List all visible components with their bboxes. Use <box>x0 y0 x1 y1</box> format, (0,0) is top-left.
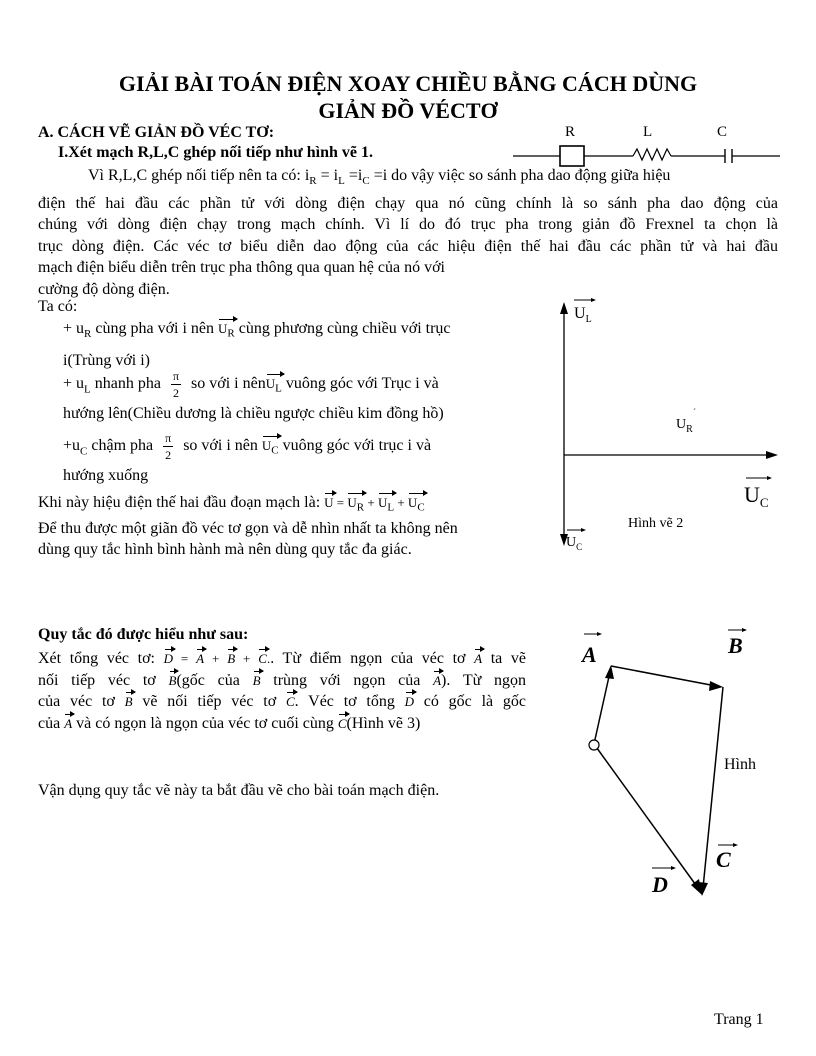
section-1-heading: I.Xét mạch R,L,C ghép nối tiếp như hình vẽ 1. <box>58 144 373 161</box>
vector-d <box>594 744 698 888</box>
inductor-symbol <box>633 149 671 160</box>
label-uc-small: $U_C$ <box>566 535 583 552</box>
vector-ul: $U_L$ <box>266 373 282 400</box>
paragraph-intro-line2: điện thế hai đầu các phần tử với dòng điện chạy qua nó cũng chính là so sánh pha dao động của <box>38 194 778 212</box>
circuit-label-l: L <box>643 124 653 140</box>
page-title-line2: GIẢN ĐỒ VÉCTƠ <box>318 98 498 123</box>
total-voltage-line: Khi này hiệu điện thế hai đầu đoạn mạch là: $U = U_R + U_L + U_C$ <box>38 492 425 519</box>
circuit-label-r: R <box>565 124 576 140</box>
vector-b <box>611 666 716 686</box>
figure-3-polygon-diagram <box>570 620 790 905</box>
label-uc-large: $U_C$ <box>744 482 769 510</box>
figure-2-phasor-diagram <box>550 290 790 560</box>
paragraph-intro-line4: trục dòng điện. Các véc tơ biểu diễn dao động của các hiệu điện thế hai đầu các phần tử và hai đầu <box>38 237 778 255</box>
vector-uc: $U_C$ <box>262 435 279 462</box>
vector-ur: $U_R$ <box>218 318 235 345</box>
rule-heading: Quy tắc đó được hiểu như sau: <box>38 626 249 643</box>
svg-text:´: ´ <box>693 407 696 417</box>
circuit-label-c: C <box>717 124 728 140</box>
origin-point <box>589 740 599 750</box>
figure-3-caption: Hình <box>724 756 756 773</box>
rule-paragraph: Xét tổng véc tơ: D = A + B + C.. Từ điểm ngọn của véc tơ A ta vẽ nối tiếp véc tơ B(gốc của B trùng với ngọn của A). Từ ngọn của véc tơ B vẽ nối tiếp véc tơ C. Véc tơ tổng D có gốc là gốc của A và có ngọn là ngọn của véc tơ cuối cùng C(Hình vẽ 3) <box>38 648 526 734</box>
page-number: Trang 1 <box>714 1011 764 1028</box>
ta-co-label: Ta có: <box>38 298 78 315</box>
arrow-right-head <box>766 451 778 459</box>
resistor-symbol <box>560 146 584 166</box>
label-ur: $U_R$ <box>676 417 693 435</box>
paragraph-intro-line1: Vì R,L,C ghép nối tiếp nên ta có: $i_R = i_L =i_C =i$ do vậy việc so sánh pha dao động giữa hiệu <box>88 167 671 188</box>
bullet-ul: + $u_L$ nhanh pha $\frac{\pi}{2}$ so với i nênU$_L$ vuông góc với Trục i và hướng lên(Chiều dương là chiều ngược chiều kim đồng hồ) <box>63 369 444 422</box>
bullet-ur: + $u_R$ cùng pha với i nên $U_R$ cùng phương cùng chiều với trục i(Trùng với i) <box>63 320 451 369</box>
paragraph-intro-line3: chúng với dòng điện chạy trong mạch chính. Vì lí do đó trục pha trong giản đồ Frexnel ta chọn là <box>38 216 778 234</box>
label-b: B <box>728 633 743 658</box>
arrow-up-head <box>560 302 568 314</box>
figure-2-caption: Hình vẽ 2 <box>628 516 684 531</box>
label-c: C <box>716 847 731 872</box>
apply-line: Vận dụng quy tắc vẽ này ta bắt đầu vẽ cho bài toán mạch điện. <box>38 782 440 799</box>
label-a: A <box>582 642 597 667</box>
paragraph-intro <box>38 165 778 300</box>
advice-line1: Để thu được một giãn đồ véc tơ gọn và dễ nhìn nhất ta không nên <box>38 520 458 537</box>
bullet-uc: $+u_C$ chậm pha $\frac{\pi}{2}$ so với i nên $U_C$ vuông góc với trục i và hướng xuống <box>63 431 432 484</box>
paragraph-intro-line5: mạch điện biểu diễn trên trục pha thông qua quan hệ của nó với <box>38 259 445 277</box>
vector-a <box>594 672 610 744</box>
advice-line2: dùng quy tắc hình bình hành mà nên dùng quy tắc đa giác. <box>38 541 412 558</box>
paragraph-intro-line6: cường độ dòng điện. <box>38 280 170 298</box>
label-d: D <box>652 872 668 897</box>
page-title-line1: GIẢI BÀI TOÁN ĐIỆN XOAY CHIỀU BẰNG CÁCH DÙNG <box>118 71 698 96</box>
section-a-heading: A. CÁCH VẼ GIẢN ĐỒ VÉC TƠ: <box>38 124 275 141</box>
label-ul: $U_L$ <box>574 305 592 325</box>
